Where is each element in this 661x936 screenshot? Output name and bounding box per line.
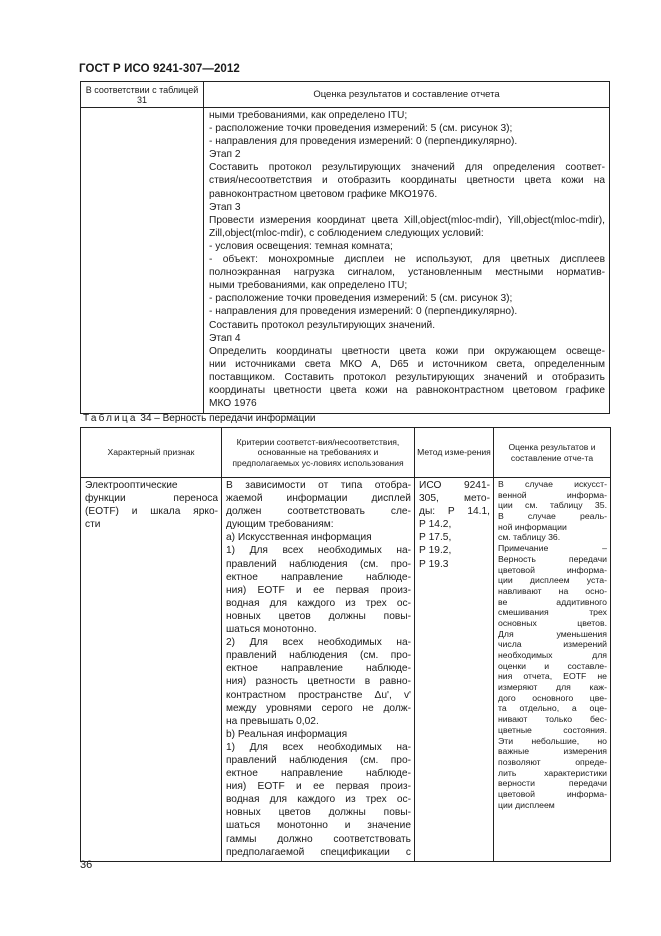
evaluation-text-line: В случае искусст- [498,479,607,489]
method-text-line: ИСО 9241- [419,480,490,491]
method-text-line: Р 17.5, [419,532,452,544]
evaluation-text-line: ния отчета, EOTF не [498,671,607,682]
feature-text-line: функции переноса [85,493,218,505]
table1-text-line: равноконтрастном цветовом графике МКО1976. [209,188,438,200]
evaluation-text-line: цветовой информа- [498,564,607,575]
table1-text-line: координаты цветности цвета кожи на равноконтрастном цветовом графике [209,384,605,396]
table1-text-line: Определить координаты цветности цвета кожи при окружающем освеще- [209,345,605,357]
criteria-text-line: на превышать 0,02. [226,715,319,727]
criteria-text-line: ния) разность цветности в равно- [226,676,411,688]
criteria-text-line: ния) EOTF и ее первая произ- [226,781,411,793]
criteria-text-line: контрастном пространстве Δu', v' [226,689,411,701]
evaluation-text-line: цветные состояния. [498,724,607,735]
table1-text-line: Этап 3 [209,201,241,213]
evaluation-text-line: навливают на осно- [498,585,607,596]
criteria-text-line: водная для каждого из трех ос- [226,597,411,609]
criteria-text-line: 1) Для всех необходимых на- [226,545,411,557]
evaluation-text-line: важные измерения [498,746,607,757]
table1-text-line: нии источниками света МКО А, D65 и источником света, определенным [209,358,605,370]
evaluation-text-line: оценки и составле- [498,660,607,671]
criteria-text-line: В зависимости от типа отобра- [226,480,411,491]
table1-text-line: ствия/несоответствия и отобразить координаты цветности цвета кожи на [209,175,605,187]
table-caption-word: Таблица [83,413,138,424]
table1-text-line: - направления для проведения измерений: 0 (перпендикулярно). [209,136,518,148]
criteria-text-line: правлений наблюдения (см. про- [226,754,411,766]
table2-header-feature: Характерный признак [81,428,222,478]
table1-text-line: Составить протокол результирующих значений. [209,319,436,331]
method-text-line: Р 19.3 [419,558,449,570]
evaluation-text-line: ве аддитивного [498,596,607,607]
criteria-text-line: 2) Для всех необходимых на- [226,637,411,649]
criteria-text-line: должен соответствовать сле- [226,506,411,518]
criteria-text-line: 1) Для всех необходимых на- [226,741,411,753]
evaluation-text-line: числа измерений [498,639,607,650]
evaluation-text-line: верности передачи [498,778,607,789]
criteria-text-line: между уровнями серого не долж- [226,702,411,714]
criteria-text-line: а) Искусственная информация [226,532,372,544]
table1-text-line: - объект: монохромные дисплеи не используют, для цветных дисплеев [209,254,605,266]
criteria-text-line: b) Реальная информация [226,728,348,740]
table2-evaluation-cell [494,478,611,862]
table2-method-cell [415,478,494,862]
document-header: ГОСТ Р ИСО 9241-307—2012 [79,63,240,75]
table1-text-line: полноэкранная нагрузка сигналом, установленным местными норматив- [209,267,605,279]
page-number: 36 [80,859,93,871]
evaluation-text-line: Для уменьшения [498,628,607,639]
evaluation-text-line: венной информа- [498,489,607,500]
feature-text-line: сти [85,519,101,531]
evaluation-text-line: дого основного цве- [498,692,607,703]
table2-header-criteria: Критерии соответст-вия/несоответствия, основанные на требованиях и предполагаемых ус-ловиях использования [222,428,415,478]
info-fidelity-table [80,427,611,862]
evaluation-text-line: позволяют опреде- [498,756,607,767]
criteria-text-line: правлений наблюдения (см. про- [226,650,411,662]
method-text-line: Р 14.2, [419,519,452,531]
criteria-text-line: шаться монотонно и значение [226,820,411,832]
table1-text-line: Этап 4 [209,332,241,344]
criteria-text-line: ектное направление наблюде- [226,571,411,583]
table1-text-line: - условия освещения: темная комната; [209,240,393,252]
evaluation-table [80,81,610,414]
evaluation-text-line: ции см. таблицу 35. [498,500,607,511]
table-caption [83,413,316,424]
evaluation-text-line: ной информации [498,521,567,532]
criteria-text-line: шаться монотонно. [226,624,317,636]
table1-text-line: МКО 1976 [209,398,257,410]
table1-text-line: - расположение точки проведения измерений: 5 (см. рисунок 3); [209,293,513,305]
method-text-line: ды: Р 14.1, [419,506,490,518]
criteria-text-line: дующим требованиям: [226,519,334,531]
table1-header-eval: Оценка результатов и составление отчета [204,82,610,108]
table1-text-line: ными требованиями, как определено ITU; [209,280,408,292]
table1-eval-cell [204,108,610,414]
criteria-text-line: жаемой информации дисплей [226,493,411,505]
table-caption-text: 34 – Верность передачи информации [140,413,316,424]
criteria-text-line: новных цветов должны повы- [226,807,411,819]
table1-text-line: Этап 2 [209,149,241,161]
evaluation-text-line: см. таблицу 36. [498,532,561,543]
evaluation-text-line: та отдельно, а оце- [498,703,607,714]
criteria-text-line: новных цветов должны повы- [226,610,411,622]
table2-header-method: Метод изме-рения [415,428,494,478]
evaluation-text-line: Примечание – [498,543,607,554]
feature-text-line: (EOTF) и шкала ярко- [85,506,218,518]
evaluation-text-line: лить характеристики [498,767,607,778]
table2-criteria-cell [222,478,415,862]
table2-header-evaluation: Оценка результатов и составление отче-та [494,428,611,478]
table2-feature-cell [81,478,222,862]
feature-text-line: Электрооптические [85,480,178,491]
criteria-text-line: гаммы должно соответствовать [226,833,411,845]
criteria-text-line: ектное направление наблюде- [226,663,411,675]
evaluation-text-line: нивают только бес- [498,714,607,725]
table1-header-ref: В соответствии с таблицей 31 [81,82,204,108]
evaluation-text-line: необходимых для [498,650,607,661]
evaluation-text-line: Эти небольшие, но [498,735,607,746]
evaluation-text-line: ции дисплеем уста- [498,575,607,586]
evaluation-text-line: Верность передачи [498,553,607,564]
table1-text-line: ными требованиями, как определено ITU; [209,110,408,121]
table1-text-line: Zill,object(mloc-mdir), с соблюдением следующих условий: [209,227,484,239]
criteria-text-line: ния) EOTF и ее первая произ- [226,584,411,596]
table1-text-line: Составить протокол результирующих значений для определения соответ- [209,162,605,174]
table1-text-line: - направления для проведения измерений: 0 (перпендикулярно). [209,306,518,318]
table1-ref-cell [81,108,204,414]
table1-text-line: - расположение точки проведения измерений: 5 (см. рисунок 3); [209,123,513,135]
table1-text-line: Провести измерения координат цвета Xill,object(mloc-mdir), Yill,object(mloc-mdir), [209,214,605,226]
evaluation-text-line: В случае реаль- [498,511,607,522]
method-text-line: Р 19.2, [419,545,452,557]
evaluation-text-line: смешивания трех [498,607,607,618]
criteria-text-line: ектное направление наблюде- [226,768,411,780]
method-text-line: 305, мето- [419,493,490,505]
evaluation-text-line: измеряют для каж- [498,682,607,693]
criteria-text-line: водная для каждого из трех ос- [226,794,411,806]
evaluation-text-line: основных цветов. [498,617,607,628]
criteria-text-line: предполагаемой спецификации с [226,846,411,858]
table1-text-line: поставщиком. Составить протокол результирующих значений и отобразить [209,371,605,383]
evaluation-text-line: ции дисплеем [498,799,555,810]
criteria-text-line: правлений наблюдения (см. про- [226,558,411,570]
evaluation-text-line: цветовой информа- [498,788,607,799]
